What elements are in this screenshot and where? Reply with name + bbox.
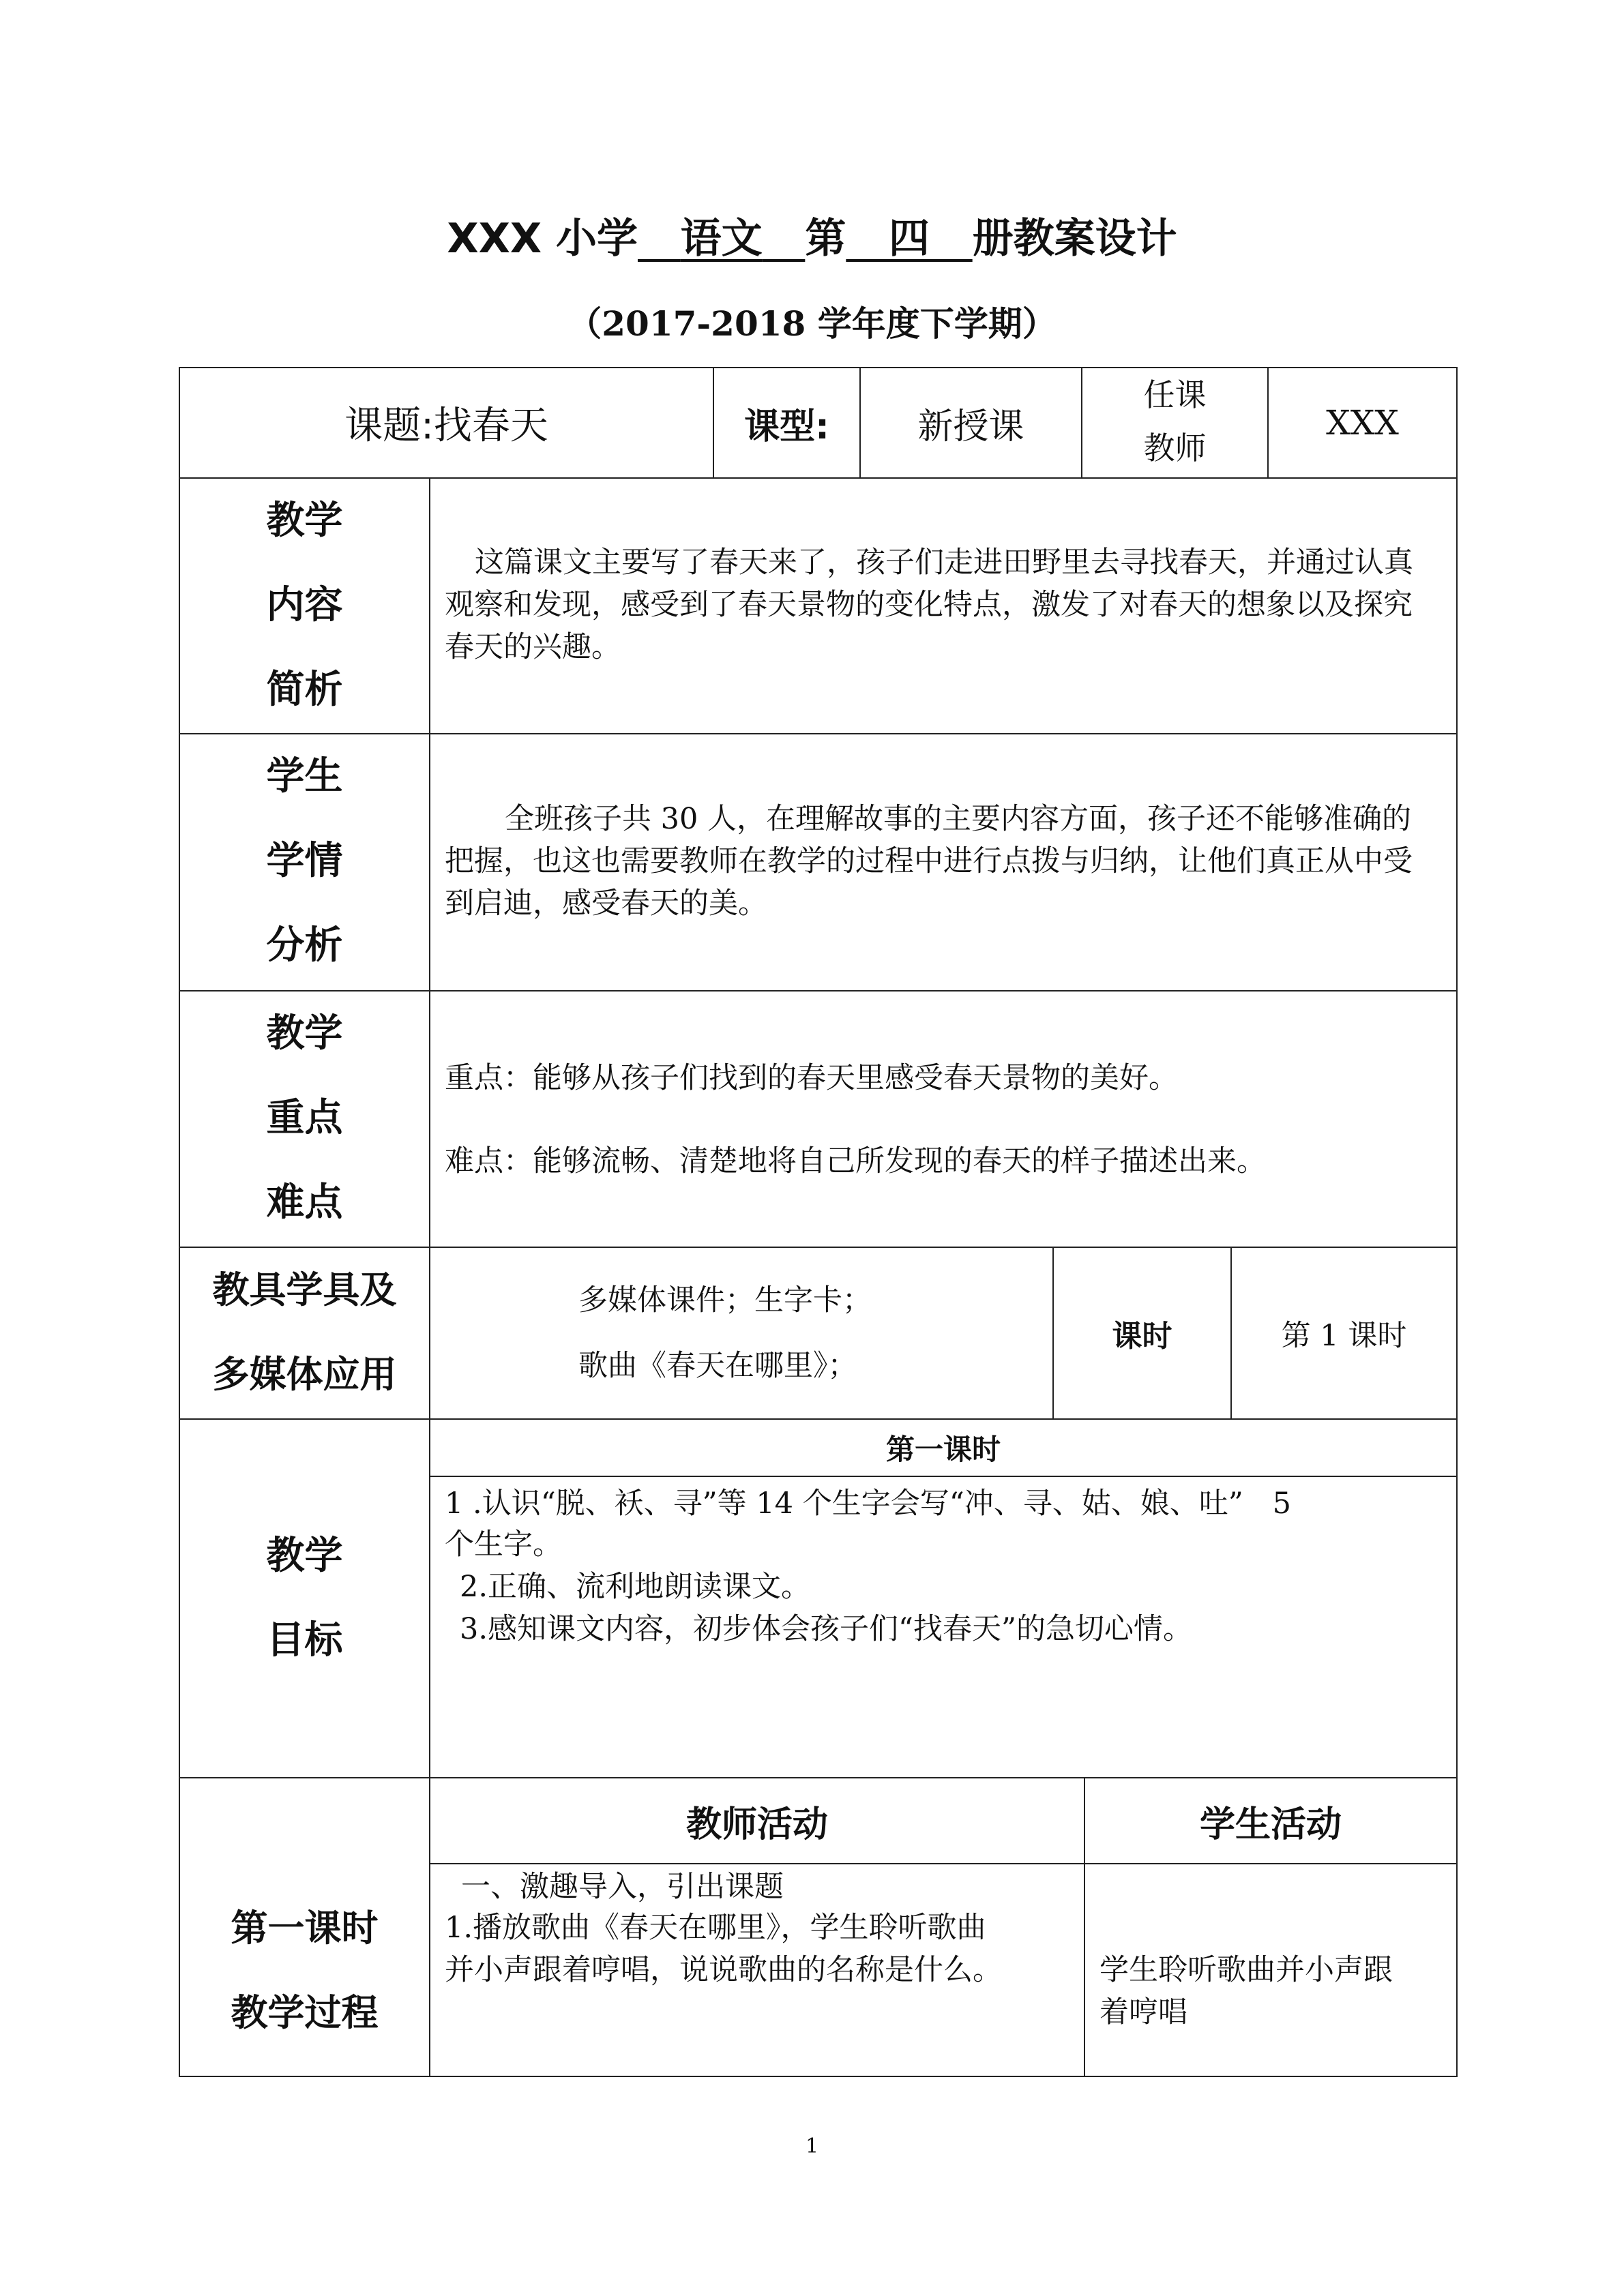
student-analysis-label-1: 学生 (266, 754, 343, 799)
page-number: 1 (805, 2134, 819, 2158)
teacher-activity-line-1: 一、激趣导入，引出课题 (461, 1870, 784, 1904)
teacher-activity-header: 教师活动 (685, 1804, 828, 1845)
content-analysis-label-3: 简析 (266, 668, 343, 712)
student-activity-line-2: 着哼唱 (1099, 1995, 1187, 2029)
materials-label-2: 多媒体应用 (212, 1353, 397, 1396)
teacher-value: XXX (1326, 403, 1399, 443)
title-di: 第 (805, 215, 846, 263)
process-label-1: 第一课时 (231, 1907, 379, 1950)
key-points-label-2: 重点 (266, 1096, 343, 1140)
teacher-label-line2: 教师 (1143, 430, 1207, 466)
teacher-activity-line-3: 并小声跟着哼唱，说说歌曲的名称是什么。 (445, 1953, 1002, 1987)
title-subject: 语文 (680, 215, 763, 263)
objectives-label-2: 目标 (266, 1618, 343, 1663)
content-analysis-label-1: 教学 (266, 498, 343, 543)
content-analysis-label (180, 479, 429, 733)
objective-item-3: 3.感知课文内容，初步体会孩子们“找春天”的急切心情。 (460, 1612, 1192, 1646)
student-activity-header: 学生活动 (1199, 1804, 1342, 1845)
difficult-point-text: 难点：能够流畅、清楚地将自己所发现的春天的样子描述出来。 (445, 1144, 1266, 1178)
content-analysis-text: 这篇课文主要写了春天来了，孩子们走进田野里去寻找春天，并通过认真观察和发现，感受到了春天景物的变化特点，激发了对春天的想象以及探究春天的兴趣。 (445, 546, 1413, 664)
objectives-label (180, 1514, 429, 1683)
teacher-activity-line-2: 1.播放歌曲《春天在哪里》，学生聆听歌曲 (445, 1911, 986, 1945)
objectives-section-title: 第一课时 (885, 1433, 1001, 1466)
process-label (180, 1886, 429, 2055)
objective-item-1-line-1: 1 .认识“脱、袄、寻”等 14 个生字会写“冲、寻、姑、娘、吐” 5 (445, 1487, 1292, 1521)
key-points-label (180, 992, 429, 1247)
process-label-2: 教学过程 (231, 1991, 379, 2034)
period-label: 课时 (1112, 1319, 1172, 1354)
title-volume-blank (846, 215, 972, 263)
materials-line-1: 多媒体课件；生字卡； (578, 1283, 872, 1317)
lesson-type-value: 新授课 (917, 406, 1024, 447)
period-value: 第 1 课时 (1281, 1318, 1407, 1353)
objective-item-1-line-2: 个生字。 (445, 1527, 562, 1562)
student-analysis-label (180, 734, 429, 990)
teacher-label (1082, 368, 1267, 477)
key-points-label-1: 教学 (266, 1011, 343, 1056)
page-title (0, 211, 1624, 266)
student-analysis-label-3: 分析 (266, 923, 343, 968)
title-subject-blank (638, 215, 805, 263)
key-points-label-3: 难点 (266, 1180, 343, 1225)
objective-item-2: 2.正确、流利地朗读课文。 (460, 1570, 811, 1604)
topic-label: 课题:找春天 (344, 404, 548, 448)
materials-label (180, 1248, 429, 1418)
student-activity-line-1: 学生聆听歌曲并小声跟 (1099, 1953, 1393, 1987)
student-analysis-label-2: 学情 (266, 839, 343, 883)
teacher-label-line1: 任课 (1143, 376, 1207, 413)
objectives-label-1: 教学 (266, 1534, 343, 1578)
lesson-type-label: 课型: (744, 406, 829, 447)
materials-label-1: 教具学具及 (212, 1268, 397, 1311)
content-analysis-label-2: 内容 (266, 583, 343, 627)
key-point-text: 重点：能够从孩子们找到的春天里感受春天景物的美好。 (445, 1061, 1178, 1095)
title-school: XXX 小学 (447, 215, 638, 263)
student-analysis-text: 全班孩子共 30 人，在理解故事的主要内容方面，孩子还不能够准确的把握，也这也需要教师在教学的过程中进行点拨与归纳，让他们真正从中受到启迪，感受春天的美。 (445, 802, 1413, 921)
page-subtitle: （2017-2018 学年度下学期） (567, 303, 1057, 344)
title-suffix: 册教案设计 (972, 215, 1177, 263)
title-volume: 四 (889, 215, 930, 263)
materials-line-2: 歌曲《春天在哪里》； (578, 1349, 857, 1383)
